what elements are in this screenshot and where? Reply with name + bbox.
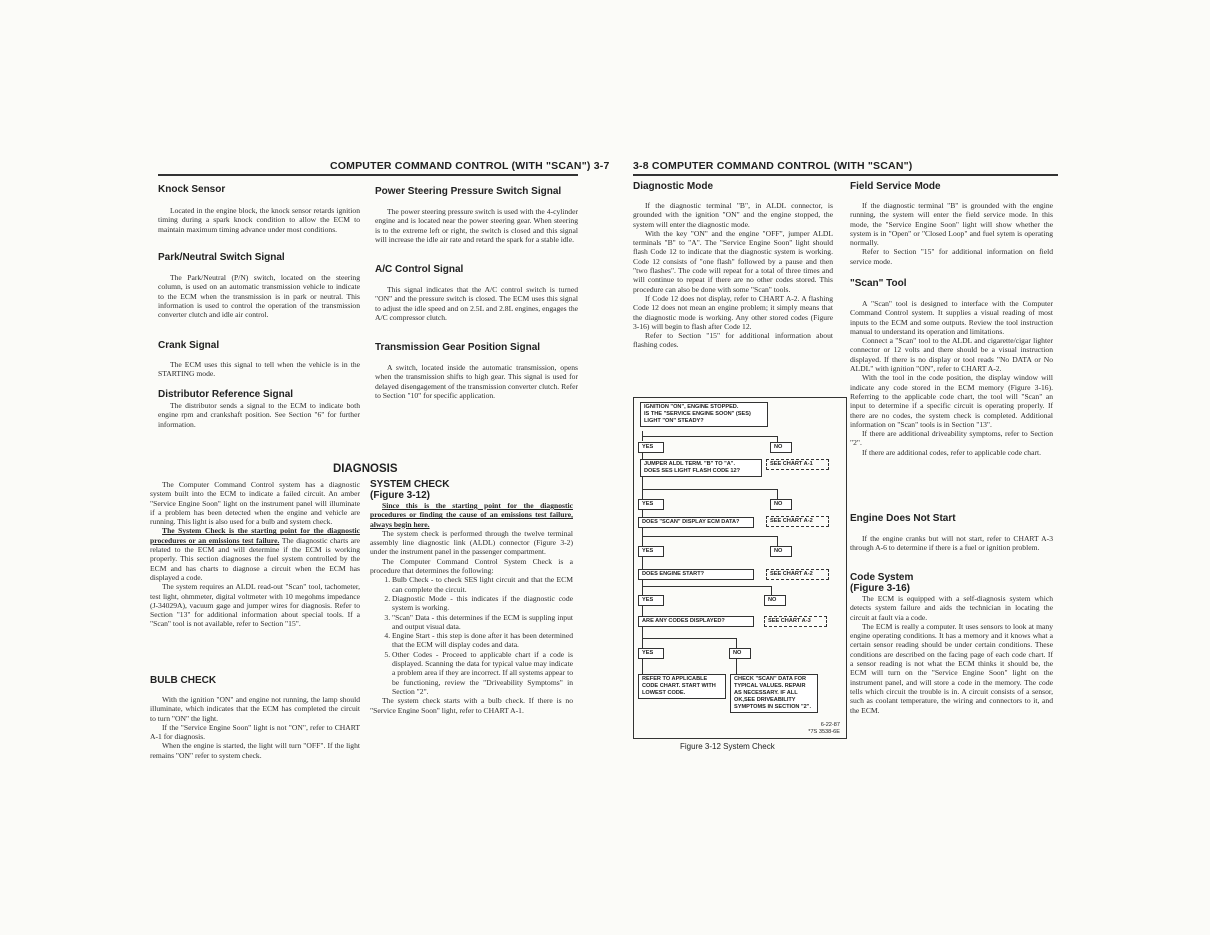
knock-sensor-title: Knock Sensor bbox=[158, 184, 226, 195]
trans-gear-title: Transmission Gear Position Signal bbox=[375, 342, 541, 353]
connector bbox=[736, 638, 737, 648]
distributor-text: The distributor sends a signal to the ECM to indicate both engine rpm and crankshaft position. See Section "6" for further information. bbox=[158, 401, 360, 429]
flow-no-4: NO bbox=[764, 595, 786, 606]
bulb-check-text: With the ignition "ON" and engine not running, the lamp should illuminate, which indicates that the ECM has completed the circuit to turn "ON" the light. If the "Service Engine Soon" light is not "ON", refer to CHART A-1 for diagnosis. When the engine is started, the light will turn "OFF". If the light remains "ON" refer to system check. bbox=[150, 695, 360, 760]
park-neutral-title: Park/Neutral Switch Signal bbox=[158, 252, 285, 263]
connector bbox=[771, 586, 772, 595]
code-system-text: The ECM is equipped with a self-diagnosis system which detects system failure and aids the technician in locating the circuit at fault via a code. The ECM is really a computer. It uses sensors to look at many engine operating conditions. It has a memory and it knows what a certain sensor reading should be under certain conditions. These conditions are described on the facing page of each code chart. If a sensor reading is not what the ECM thinks it should be, the ECM will turn on the "Service Engine Soon" light on the instrument panel, and will store a code in the memory. The code tells which circuit the trouble is in. A circuit consists of a sensor, such as coolant temperature, the wiring and connectors to it, and the ECM. bbox=[850, 594, 1053, 715]
connector bbox=[642, 638, 737, 639]
flow-box-ignition: IGNITION "ON", ENGINE STOPPED. IS THE "SERVICE ENGINE SOON" (SES) LIGHT "ON" STEADY? bbox=[640, 402, 768, 427]
no-start-title: Engine Does Not Start bbox=[850, 513, 956, 524]
diagnosis-title: DIAGNOSIS bbox=[333, 463, 398, 475]
connector bbox=[642, 528, 643, 546]
bulb-check-title: BULB CHECK bbox=[150, 675, 217, 686]
ac-control-text: This signal indicates that the A/C control switch is turned "ON" and the pressure switch is closed. The ECM uses this signal to adjust the idle speed and on 2.5L and 2.8L engines, engages the A/C compressor clutch. bbox=[375, 285, 578, 322]
flow-box-codes: ARE ANY CODES DISPLAYED? bbox=[638, 616, 754, 627]
flow-yes-2: YES bbox=[638, 499, 664, 510]
park-neutral-text: The Park/Neutral (P/N) switch, located on the steering column, is used on an automatic transmission vehicle to indicate to the ECM when the transmission is in park or neutral. This information is used to control the operation of the transmission converter clutch and idle air control. bbox=[158, 273, 360, 320]
flow-box-scan: DOES "SCAN" DISPLAY ECM DATA? bbox=[638, 517, 754, 528]
system-check-flowchart bbox=[633, 397, 847, 739]
power-steering-text: The power steering pressure switch is used with the 4-cylinder engine and is located near the power steering gear. When steering is to the extreme left or right, the switch is closed and this signal will increase the idle air rate and retard the spark for a stable idle. bbox=[375, 207, 578, 244]
flow-chart-a2-2: SEE CHART A-2 bbox=[766, 569, 829, 580]
flow-no-2: NO bbox=[770, 499, 792, 510]
connector bbox=[642, 510, 643, 517]
flow-result-no: CHECK "SCAN" DATA FOR TYPICAL VALUES. REPAIR AS NECESSARY. IF ALL OK,SEE DRIVEABILITY SYMPTOMS IN SECTION "2". bbox=[730, 674, 818, 713]
list-item: 5. Other Codes - Proceed to applicable chart if a code is displayed. Scanning the data for typical value may indicate a problem area if they are incorrect. If all systems appear to be functioning, review the "Driveability Symptoms" in Section "2". bbox=[392, 650, 573, 696]
flow-chart-a3: SEE CHART A-3 bbox=[764, 616, 827, 627]
flow-result-yes: REFER TO APPLICABLE CODE CHART. START WITH LOWEST CODE. bbox=[638, 674, 726, 699]
connector bbox=[642, 586, 772, 587]
system-check-figure: (Figure 3-12) bbox=[370, 490, 431, 501]
flow-box-start: DOES ENGINE START? bbox=[638, 569, 754, 580]
diagnosis-underline: The System Check is the starting point for the diagnostic procedures or an emissions test failure. bbox=[150, 526, 360, 545]
connector bbox=[642, 489, 778, 490]
diagnostic-mode-text: If the diagnostic terminal "B", in ALDL connector, is grounded with the ignition "ON" and the engine stopped, the system will enter the diagnostic mode. With the key "ON" and the engine "OFF", jumper ALDL terminals "B" to "A". The "Service Engine Soon" light should flash Code 12 to indicate that the diagnostic system is working. Code 12 consists of "one flash" followed by a pause and then "two flashes". The code will repeat for a total of three times and will continue to repeat if there are no other codes stored. This procedure can also be done with some "Scan" tools. If Code 12 does not display, refer to CHART A-2. A flashing Code 12 does not mean an engine problem; it simply means that the diagnostic mode is working. Any other stored codes (Figure 3-16) will begin to flash after Code 12. Refer to Section "15" for additional information about flashing codes. bbox=[633, 201, 833, 350]
code-system-figure: (Figure 3-16) bbox=[850, 583, 911, 594]
system-check-text: Since this is the starting point for the diagnostic procedures or finding the cause of an emissions test failure, always begin here. The system check is performed through the twelve terminal assembly line diagnostic link (ALDL) connector (Figure 3-2) under the instrument panel in the passenger compartment. The Computer Command Control System Check is a procedure that determines the following: 1. Bulb Check - to check SES light circuit and that the ECM can complete the circuit. 2. Diagnostic Mode - this indicates if the diagnostic code system is working. 3. "Scan" Data - this determines if the ECM is suppling input and output visual data. 4. Engine Start - this step is done after it has been determined that the ECM will display codes and data. 5. Other Codes - Proceed to applicable chart if a code is displayed. Scanning the data for typical value may indicate a problem area if they are incorrect. If all systems appear to be functioning, review the "Driveability Symptoms" in Section "2". The system check starts with a bulb check. If there is no "Service Engine Soon" light, refer to CHART A-1. bbox=[370, 501, 573, 715]
system-check-underline: Since this is the starting point for the diagnostic procedures or finding the cause of an emissions test failure, always begin here. bbox=[370, 501, 573, 529]
connector bbox=[777, 489, 778, 499]
figure-caption: Figure 3-12 System Check bbox=[680, 742, 775, 751]
flow-yes-3: YES bbox=[638, 546, 664, 557]
list-item: 4. Engine Start - this step is done after it has been determined that the ECM will display codes and data. bbox=[392, 631, 573, 650]
flow-yes-5: YES bbox=[638, 648, 664, 659]
right-header-rule bbox=[633, 174, 1058, 176]
no-start-text: If the engine cranks but will not start, refer to CHART A-3 through A-6 to determine if there is a fuel or ignition problem. bbox=[850, 534, 1053, 553]
knock-sensor-text: Located in the engine block, the knock sensor retards ignition timing during a spark knock condition to allow the ECM to maintain maximum timing advance under most conditions. bbox=[158, 206, 360, 234]
crank-signal-text: The ECM uses this signal to tell when the vehicle is in the STARTING mode. bbox=[158, 360, 360, 379]
field-service-text: If the diagnostic terminal "B" is grounded with the engine running, the system will enter the field service mode. In this mode, the "Service Engine Soon" light will show whether the system is in "Open" or "Closed Loop" and fuel sytem is operating normally. Refer to Section "15" for additional information on field service mode. bbox=[850, 201, 1053, 266]
power-steering-title: Power Steering Pressure Switch Signal bbox=[375, 186, 562, 197]
list-item: 3. "Scan" Data - this determines if the ECM is suppling input and output visual data. bbox=[392, 613, 573, 632]
left-header-rule bbox=[158, 174, 578, 176]
flow-yes-1: YES bbox=[638, 442, 664, 453]
scan-tool-title: "Scan" Tool bbox=[850, 278, 907, 289]
field-service-title: Field Service Mode bbox=[850, 181, 941, 192]
distributor-title: Distributor Reference Signal bbox=[158, 389, 294, 400]
right-page-header: 3-8 COMPUTER COMMAND CONTROL (WITH "SCAN") bbox=[633, 160, 913, 172]
flowchart-code: 6-22-87 *7S 3538-6E bbox=[808, 722, 840, 735]
connector bbox=[642, 606, 643, 616]
crank-signal-title: Crank Signal bbox=[158, 340, 220, 351]
connector bbox=[642, 436, 778, 437]
flow-no-5: NO bbox=[729, 648, 751, 659]
flow-chart-a1: SEE CHART A-1 bbox=[766, 459, 829, 470]
list-item: 2. Diagnostic Mode - this indicates if the diagnostic code system is working. bbox=[392, 594, 573, 613]
flow-chart-a2-1: SEE CHART A-2 bbox=[766, 516, 829, 527]
flow-no-1: NO bbox=[770, 442, 792, 453]
left-page-header: COMPUTER COMMAND CONTROL (WITH "SCAN") 3-7 bbox=[330, 160, 610, 172]
code-system-title: Code System bbox=[850, 572, 914, 583]
ac-control-title: A/C Control Signal bbox=[375, 264, 464, 275]
scan-tool-text: A "Scan" tool is designed to interface with the Computer Command Control system. It supplies a visual reading of most inputs to the ECM and some outputs. Review the tool instruction manual to understand its operation and limitations. Connect a "Scan" tool to the ALDL and cigarette/cigar lighter connector or 12 volts and there should be a visual instruction displayed. If there is no display or tool reads "No DATA or No ALDL" with ignition "ON", refer to CHART A-2. With the tool in the code position, the display window will indicate any code stored in the ECM memory (Figure 3-16). Referring to the applicable code chart, the tool will "Scan" an input to determine if a specific circuit is operating properly. If there are no codes, the system check is completed. Additional information on "Scan" tools is in Section "13". If there are additional driveability symptoms, refer to Section "2". If there are additional codes, refer to applicable code chart. bbox=[850, 299, 1053, 457]
connector bbox=[736, 659, 737, 674]
flow-yes-4: YES bbox=[638, 595, 664, 606]
connector bbox=[777, 536, 778, 546]
connector bbox=[642, 580, 643, 595]
trans-gear-text: A switch, located inside the automatic transmission, opens when the transmission shifts to high gear. This signal is used for delayed disengagement of the transmission converter clutch. Refer to Section "10" for specific application. bbox=[375, 363, 578, 400]
connector bbox=[642, 659, 643, 674]
flow-box-jumper: JUMPER ALDL TERM. "B" TO "A". DOES SES LIGHT FLASH CODE 12? bbox=[640, 459, 762, 477]
diagnosis-text: The Computer Command Control system has a diagnostic system built into the ECM to indicate a failed circuit. An amber "Service Engine Soon" light on the instrument panel will illuminate if a problem has been detected when the engine and vehicle are running. This light is also used for a bulb and system check. The System Check is the starting point for the diagnostic procedures or an emissions test failure. The diagnostic charts are related to the ECM and will determine if the ECM is working properly. This section diagnoses the fuel system controlled by the ECM and has charts to diagnose a circuit when the ECM has displayed a code. The system requires an ALDL read-out "Scan" tool, tachometer, test light, ohmmeter, digital voltmeter with 10 megohms impedance (J-34029A), vacuum gage and jumper wires for diagnosis. Refer to Section "13" for additional information about special tools. If a "Scan" tool is not available, refer to Section "15". bbox=[150, 480, 360, 629]
connector bbox=[642, 557, 643, 569]
flow-no-3: NO bbox=[770, 546, 792, 557]
system-check-list bbox=[370, 575, 573, 696]
diagnostic-mode-title: Diagnostic Mode bbox=[633, 181, 714, 192]
list-item: 1. Bulb Check - to check SES light circuit and that the ECM can complete the circuit. bbox=[392, 575, 573, 594]
system-check-title: SYSTEM CHECK bbox=[370, 479, 450, 490]
connector bbox=[642, 536, 778, 537]
